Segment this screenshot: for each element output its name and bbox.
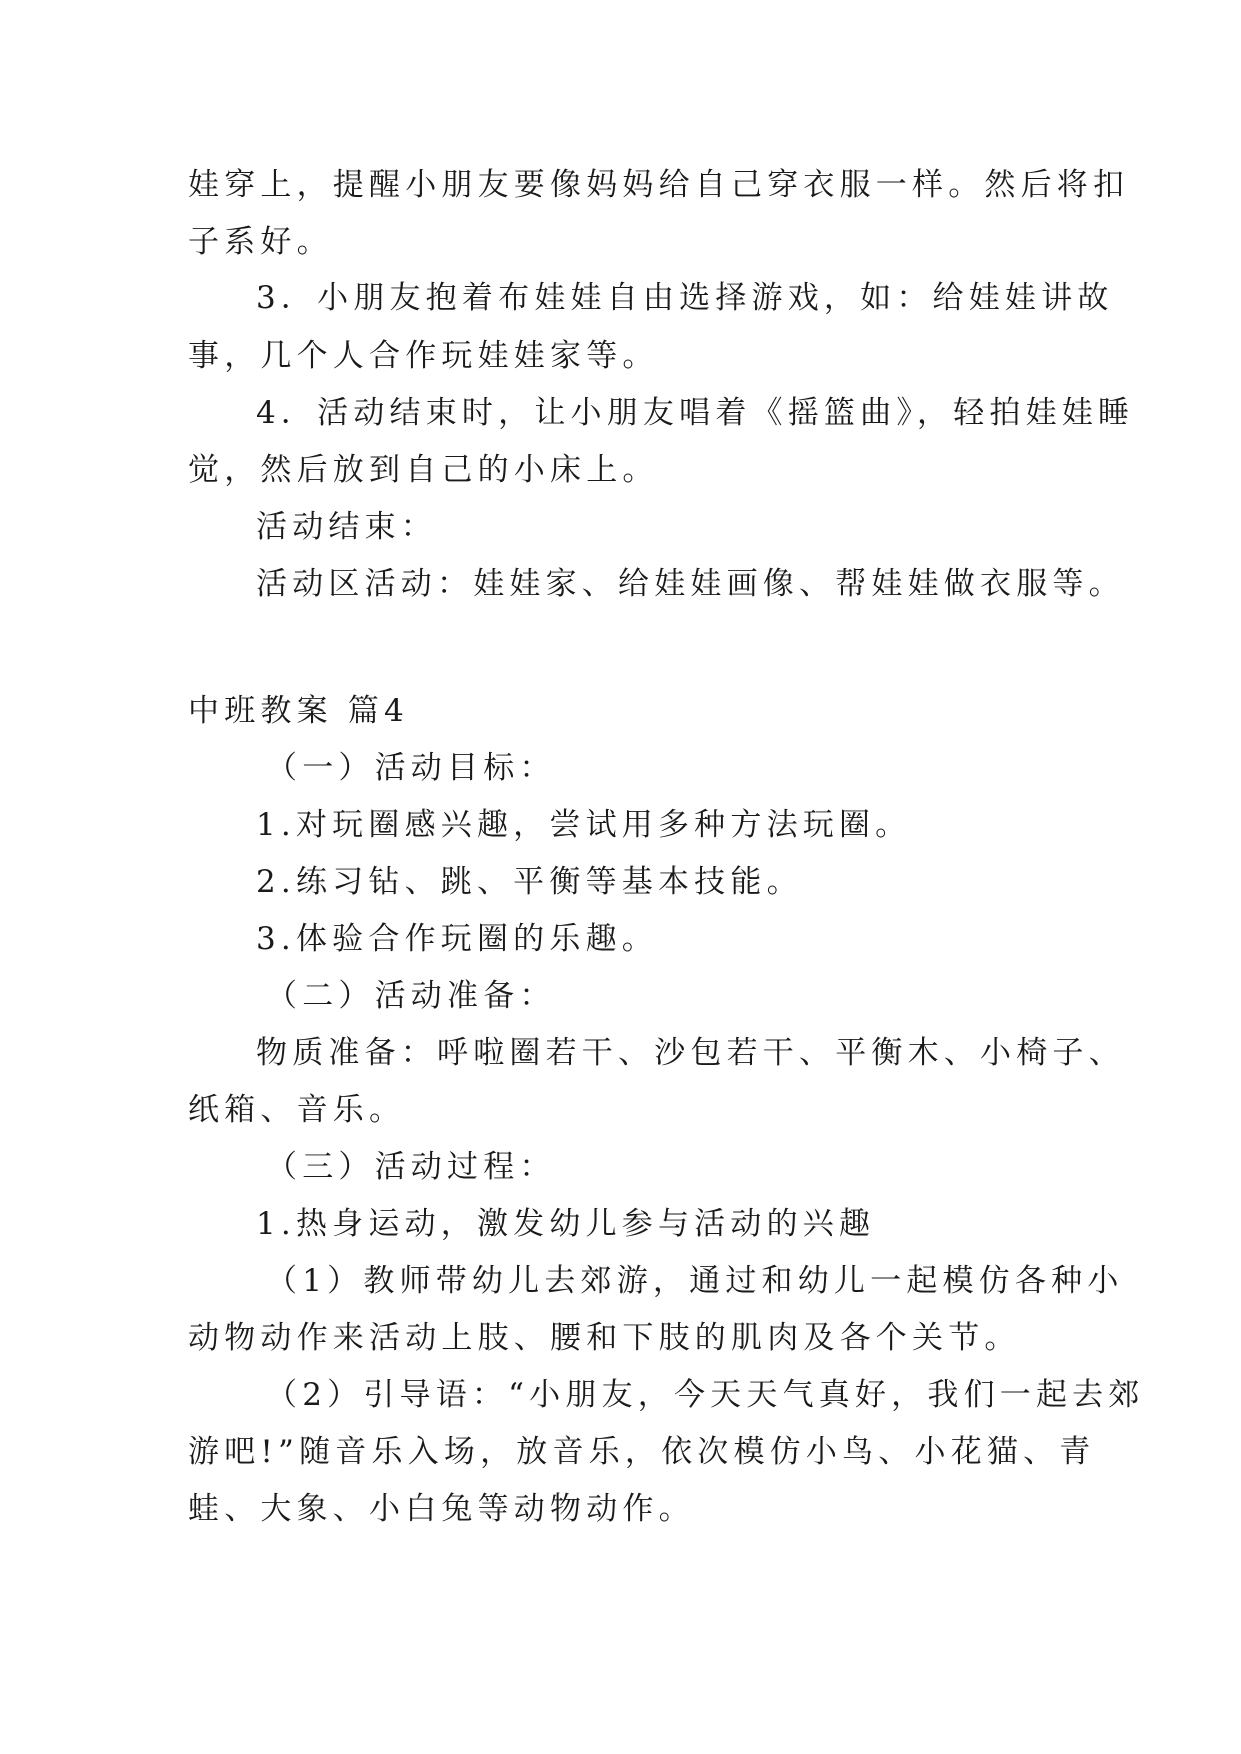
list-item-4: 4．活动结束时，让小朋友唱着《摇篮曲》，轻拍娃娃睡	[256, 395, 1135, 431]
paragraph-line: 游吧!”随音乐入场，放音乐，依次模仿小鸟、小花猫、青	[188, 1434, 1096, 1470]
sub-list-item: （2）引导语：“小朋友，今天天气真好，我们一起去郊	[266, 1377, 1145, 1413]
list-item: 1.对玩圈感兴趣，尝试用多种方法玩圈。	[256, 807, 912, 843]
paragraph-line: 蛙、大象、小白兔等动物动作。	[188, 1491, 695, 1527]
sub-list-item: （1）教师带幼儿去郊游，通过和幼儿一起模仿各种小	[266, 1263, 1124, 1299]
paragraph-line: 事，几个人合作玩娃娃家等。	[188, 338, 659, 374]
paragraph-line: 物质准备：呼啦圈若干、沙包若干、平衡木、小椅子、	[256, 1035, 1125, 1071]
list-item: 2.练习钻、跳、平衡等基本技能。	[256, 864, 803, 900]
paragraph-line: 动物动作来活动上肢、腰和下肢的肌肉及各个关节。	[188, 1320, 1021, 1356]
paragraph-line: 娃穿上，提醒小朋友要像妈妈给自己穿衣服一样。然后将扣	[188, 167, 1130, 203]
list-item: 1.热身运动，激发幼儿参与活动的兴趣	[256, 1206, 876, 1242]
list-item-3: 3．小朋友抱着布娃娃自由选择游戏，如：给娃娃讲故	[256, 280, 1114, 316]
list-item: 3.体验合作玩圈的乐趣。	[256, 921, 658, 957]
subsection-heading: （二）活动准备：	[266, 978, 556, 1014]
section-title: 中班教案 篇4	[188, 693, 409, 729]
subsection-heading: （三）活动过程：	[266, 1149, 556, 1185]
paragraph-line: 觉，然后放到自己的小床上。	[188, 452, 659, 488]
paragraph-line: 活动区活动：娃娃家、给娃娃画像、帮娃娃做衣服等。	[256, 566, 1125, 602]
section-label: 活动结束：	[256, 509, 437, 545]
paragraph-line: 子系好。	[188, 224, 333, 260]
subsection-heading: （一）活动目标：	[266, 750, 556, 786]
paragraph-line: 纸箱、音乐。	[188, 1092, 406, 1128]
